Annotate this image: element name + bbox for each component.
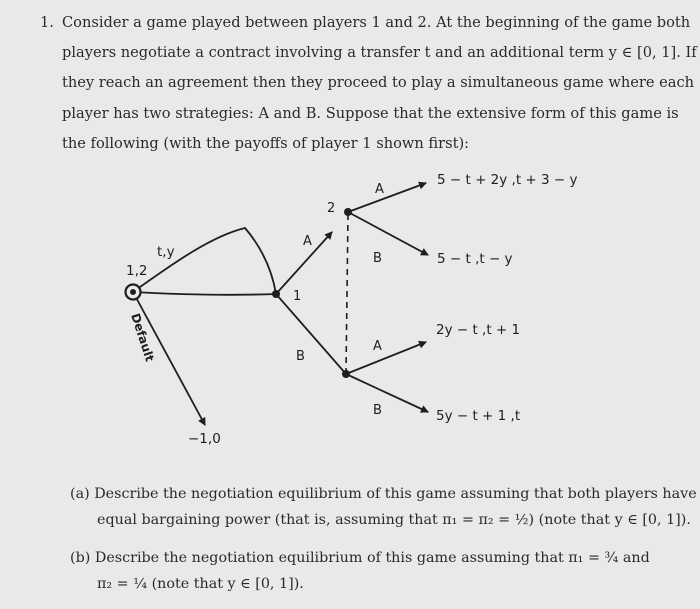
default-label: Default (128, 311, 157, 364)
p2-edge-top-b (348, 212, 428, 255)
question-line-4: player has two strategies: A and B. Suppose that the extensive form of this game is (62, 104, 679, 122)
p2-top-b-label: B (373, 251, 382, 266)
question-line-5: the following (with the payoffs of player 1 shown first): (62, 134, 470, 152)
contract-arc (133, 228, 276, 295)
payoff-bb: 5y − t + 1 ,t (436, 408, 521, 424)
question-line-1: Consider a game played between players 1 and 2. At the beginning of the game both (62, 14, 691, 31)
p2-bottom-b-label: B (373, 403, 382, 418)
player2-label: 2 (327, 201, 336, 216)
p2-bottom-a-label: A (373, 339, 382, 354)
information-set-line (346, 214, 348, 372)
player1-label: 1 (293, 289, 302, 304)
question-line-2: players negotiate a contract involving a transfer t and an additional term y ∈ [0, 1]. If (62, 44, 697, 62)
p2-edge-top-a (348, 183, 426, 212)
part-b-line-2: π₂ = ¼ (note that y ∈ [0, 1]). (97, 576, 304, 592)
contract-label: t,y (157, 244, 175, 260)
question-number: 1. (40, 14, 54, 31)
player2-node-top (344, 208, 352, 216)
p1-edge-b (276, 294, 346, 374)
payoff-ba: 2y − t ,t + 1 (436, 322, 521, 338)
part-b-line-1: (b) Describe the negotiation equilibrium of this game assuming that π₁ = ¾ and (70, 550, 650, 566)
p2-top-a-label: A (375, 182, 384, 197)
part-a-line-2: equal bargaining power (that is, assuming that π₁ = π₂ = ½) (note that y ∈ [0, 1]). (97, 512, 691, 528)
part-a-line-1: (a) Describe the negotiation equilibrium of this game assuming that both players have (70, 486, 697, 502)
root-node-center (130, 289, 136, 295)
default-payoff: −1,0 (188, 431, 221, 447)
p1-action-b-label: B (296, 349, 305, 364)
p2-edge-bottom-a (346, 342, 426, 374)
player1-node (272, 290, 280, 298)
payoff-ab: 5 − t ,t − y (437, 251, 513, 267)
player2-node-bottom (342, 370, 350, 378)
part-a (70, 481, 697, 533)
p2-edge-bottom-b (346, 374, 428, 412)
root-label: 1,2 (126, 263, 148, 279)
question-line-3: they reach an agreement then they proceed to play a simultaneous game where each (62, 74, 695, 92)
part-b (70, 545, 660, 597)
payoff-aa: 5 − t + 2y ,t + 3 − y (437, 172, 578, 188)
p1-action-a-label: A (303, 234, 312, 249)
